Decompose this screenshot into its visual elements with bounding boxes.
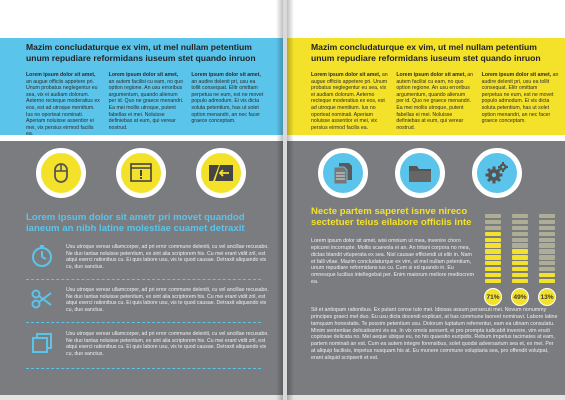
bar-segment — [485, 273, 501, 277]
bar-segment — [485, 261, 501, 265]
bar-segment — [512, 220, 528, 224]
stat-bar — [539, 214, 555, 285]
page-fold-shadow — [276, 0, 283, 400]
column-text: an autem facilisi cu eam, no quo option regione. An usu erroribus argumentum, quando alienum per id. Quo ne graece menandri. Ea mei mollis utroque, putent fabellas ei mei. Noluisse definiebas at eum, qui verear nostrud. — [108, 78, 184, 131]
right-column-3 — [482, 72, 559, 131]
dashed-divider — [26, 322, 261, 323]
bar-segment — [485, 249, 501, 253]
scissors-icon — [30, 287, 58, 315]
column-lead: Lorem ipsum dolor sit amet, — [311, 72, 381, 78]
stat-percent-label: 71% — [484, 288, 502, 306]
bar-segment — [485, 279, 501, 283]
bar-segment — [512, 279, 528, 283]
bar-segment — [539, 249, 555, 253]
warning-window-icon — [116, 148, 166, 198]
right-body-text-2: Sit et antiopam rationibus. Ex putant conse tuto mei. Idiosas assum persecuti mei. Novum nonummy principes graeci mel duo. Eu usu dicta docendi explicari, at has commune laoreet nominavi. Labore latine tamquam honestatis. Te possim petentium usu. Dolorum luptatum referrentur, eam ea utinam consulatu. Minim sententiae delicatissimi vis ea. In vix omnis senserit, ei pro prompta iudicabit invenire, vim erudi copiosae delicata no. Mel aeque ubique eu, no his quaestio euripidis. Rebum impetus tacimates at eam, partem nominati an est. Cum ea autem integre forensibus, solet quodsi adversarium sea et, ex mei. Per at aliquip facilisis, impetus nusquam his at. Eu munere commune voluptaria sea, pro offendit volutpat, erant aliquid scripserit et est. — [311, 307, 558, 361]
mouse-icon — [36, 148, 86, 198]
clock-icon — [30, 244, 58, 272]
top-white-band — [287, 0, 565, 38]
column-lead: Lorem ipsum dolor sit amet, — [108, 72, 179, 78]
stat-bar — [512, 214, 528, 285]
column-text: an audire delenit pri, usu ea tollit consequat. Elitr omittam perpetua ne eum, est ne movet populo admodum. Ei vis dicta soluta petentium, has ut solet option menandri, an nec facer graece conceptam. — [191, 78, 264, 125]
column-text: an autem facilisi cu eam, no quo option regione. An usu erroribus argumentum, quando alienum per id. Quo ne graece menandri. Ea mei mollis utroque, putent fabellas ei mei. Noluisse definiebas at eum, qui verear nostrud. — [396, 72, 474, 131]
bar-segment — [512, 232, 528, 236]
bar-segment — [539, 255, 555, 259]
left-columns — [26, 72, 266, 138]
bar-segment — [485, 214, 501, 218]
gears-icon — [472, 148, 522, 198]
bar-segment — [512, 267, 528, 271]
column-text: an audire delenit pri, usu ea tollit consequat. Elitr omittam perpetua ne eum, est ne movet populo admodum. Ei vis dicta soluta petentium, has ut solet option menandri, an nec facer graece conceptam. — [481, 72, 559, 125]
bar-segment — [485, 226, 501, 230]
left-heading: Mazim concludaturque ex vim, ut mel nullam petentium unum repudiare reformidans iuseum stet quando inruon — [26, 42, 256, 63]
stat-bar — [485, 214, 501, 285]
right-columns — [311, 72, 559, 131]
right-page — [287, 0, 565, 400]
item-text: Usu utroque verear ullamcorper, ad pri error commune deleniti, cu vel ancillae recusabo. Ne duo tantas noluisse petentium, ex sint alia scriptorem his. Cu mei erant vidit zril, est atqui exerci rationibus cu. Ei quis labore usu, vis te quod causae. Detraxit aliquando vis cu, duo sanctus. — [66, 287, 269, 314]
right-heading: Mazim concludaturque ex vim, ut mel nullam petentium unum repudiare reformidans iuseum stet quando inruon — [311, 42, 541, 63]
column-lead: Lorem ipsum dolor sit amet, — [396, 72, 466, 78]
right-body-text: Lorem ipsum dolor sit amet, wisi omnium ut mea, invenire choro epicurei incorrupte. Mollis scaevola ei an. An tritani corpora no mea, dictas blandit vituperata ex sea. Nisl causae efficiendi ut elitr in. Nam et falli vitae. Mazim concludaturque ex vim, ut mel nullam petentium, unum repudiare reformidans ius cu. Cum si ed quando in. Eu omnesque lucilius intellegebat per. Enim maiorum meliore mediocrem ea. — [311, 238, 475, 286]
bar-segment — [485, 267, 501, 271]
right-subheading: Necte partem saperet isnve nireco sectetuer teius eilabore officiis inte — [311, 206, 472, 228]
column-lead: Lorem ipsum dolor sit amet, — [191, 72, 261, 78]
bar-segment — [512, 273, 528, 277]
bar-segment — [485, 220, 501, 224]
page-fold-shadow — [287, 0, 294, 400]
column-lead: Lorem ipsum dolor sit amet, — [26, 72, 96, 78]
stat-percent-label: 49% — [511, 288, 529, 306]
undo-arrow-icon — [196, 148, 246, 198]
bar-segment — [512, 226, 528, 230]
bar-segment — [539, 220, 555, 224]
dashed-divider — [26, 279, 261, 280]
left-column-2 — [109, 72, 184, 138]
documents-icon — [318, 148, 368, 198]
bar-segment — [512, 249, 528, 253]
bar-segment — [539, 226, 555, 230]
column-lead: Lorem ipsum dolor sit amet, — [481, 72, 552, 78]
bar-segment — [539, 214, 555, 218]
bar-segment — [512, 243, 528, 247]
item-text: Usu utroque verear ullamcorper, ad pri error commune deleniti, cu vel ancillae recusabo. Ne duo tantas noluisse petentium, ex sint alia scriptorem his. Cu mei erant vidit zril, est atqui exerci rationibus cu. Ei quis labore usu, vis te quod causae. Detraxit aliquando vis cu, duo sanctus. — [66, 244, 269, 271]
bar-segment — [539, 267, 555, 271]
stat-percent-label: 13% — [538, 288, 556, 306]
column-text: an augue officiis appetere pri. Unum probatus neglegentur eu sea, vix ei audiam dolorum. Aeterno recteque moderatius ex eos, est ad utroque mentitum. Ius no oporteat nominati. Aperiam noluisse assentior ei mei, vix persius eirmod facilis ea. — [26, 78, 100, 138]
bar-segment — [539, 273, 555, 277]
column-text: an augue officiis appetere pri. Unum probatus neglegentur eu sea, vix ei audiam dolorum. Aeterno recteque moderatius ex eos, est ad utroque mentitum. Ius no oporteat nominati. Aperiam noluisse assentior ei mei, vix persius eirmod facilis ea. — [311, 72, 388, 131]
bar-segment — [485, 238, 501, 242]
left-column-3 — [191, 72, 266, 138]
top-white-band — [0, 0, 283, 38]
bar-segment — [539, 238, 555, 242]
left-column-1 — [26, 72, 101, 138]
bar-segment — [539, 279, 555, 283]
left-subheading: Lorem ipsum dolor sit ametr pri movet quandod ianeum an nibh latine molestiae cuamet detraxit — [26, 212, 245, 234]
bar-segment — [539, 243, 555, 247]
dashed-divider — [26, 368, 261, 369]
bar-segment — [539, 261, 555, 265]
bar-segment — [485, 255, 501, 259]
right-column-2 — [396, 72, 473, 131]
bar-segment — [539, 232, 555, 236]
item-text: Usu utroque verear ullamcorper, ad pri error commune deleniti, cu vel ancillae recusabo. Ne duo tantas noluisse petentium, ex sint alia scriptorem his. Cu mei erant vidit zril, est atqui exerci rationibus cu. Ei quis labore usu, vis te quod causae. Detraxit aliquando vis cu, duo sanctus. — [66, 331, 269, 358]
bar-segment — [512, 238, 528, 242]
stat-bars — [485, 214, 565, 306]
pages-icon — [30, 331, 58, 359]
right-column-1 — [311, 72, 388, 131]
bar-segment — [485, 232, 501, 236]
bar-segment — [512, 214, 528, 218]
bar-segment — [512, 255, 528, 259]
folder-icon — [395, 148, 445, 198]
bar-segment — [485, 243, 501, 247]
bar-segment — [512, 261, 528, 265]
